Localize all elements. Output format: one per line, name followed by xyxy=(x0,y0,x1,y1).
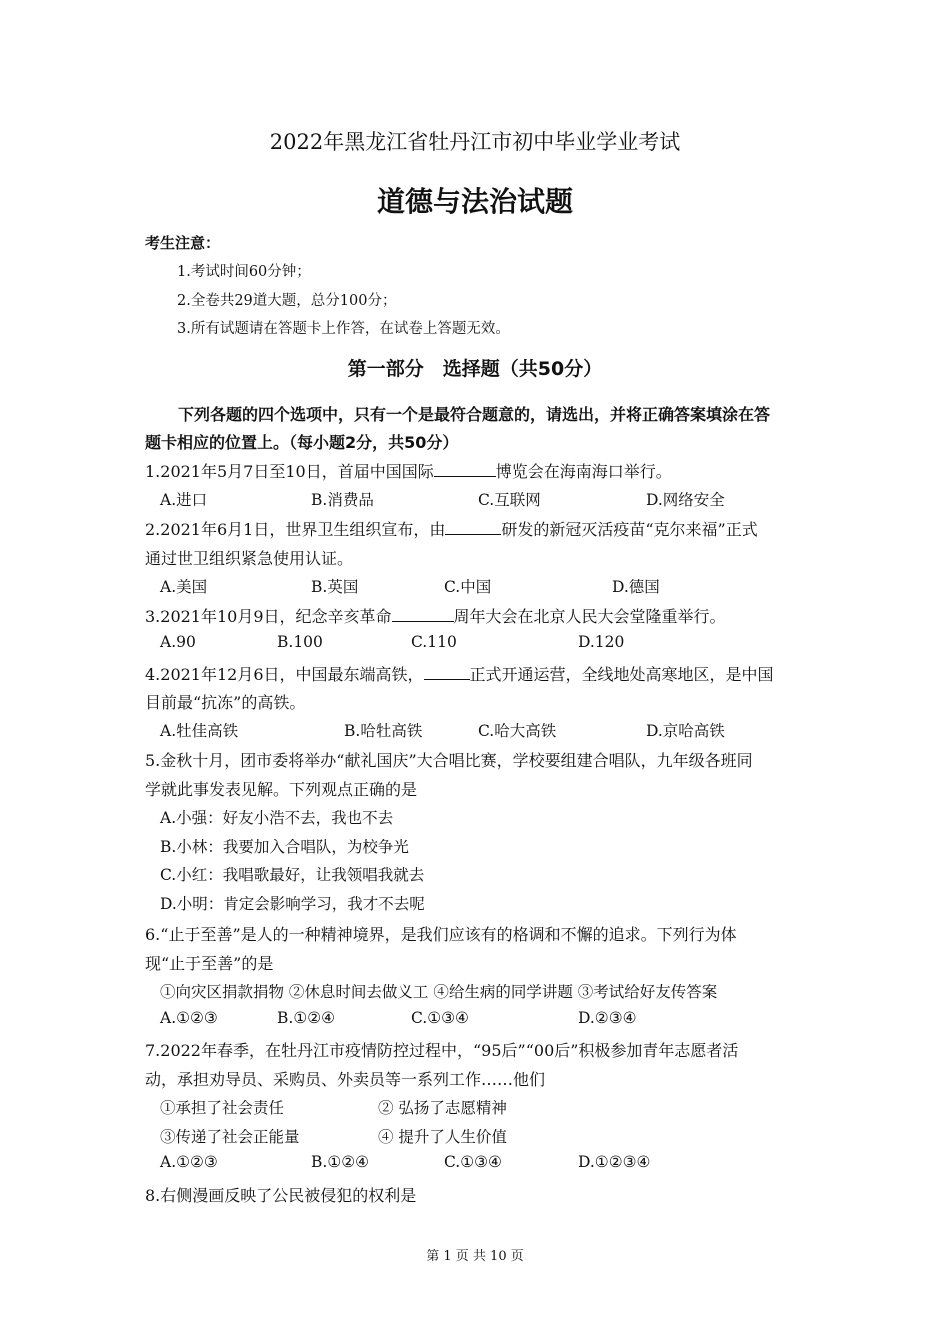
question-1-stem: 1.2021年5月7日至10日，首届中国国际 博览会在海南海口举行。 xyxy=(145,462,672,481)
option: A.牡佳高铁 xyxy=(160,722,239,740)
question-7-stem: 7.2022年春季，在牡丹江市疫情防控过程中，“95后”“00后”积极参加青年志愿者活 xyxy=(145,1041,739,1060)
section-instruction: 下列各题的四个选项中，只有一个是最符合题意的，请选出，并将正确答案填涂在答 xyxy=(178,405,771,424)
option: A.美国 xyxy=(160,578,208,596)
option: A.小强：好友小浩不去，我也不去 xyxy=(160,809,394,827)
notice-item: 2.全卷共29道大题，总分100分； xyxy=(177,293,397,309)
option: C.①③④ xyxy=(411,1009,469,1027)
option: C.①③④ xyxy=(444,1153,502,1171)
statement: ② 弘扬了志愿精神 xyxy=(378,1099,507,1117)
option: B.小林：我要加入合唱队，为校争光 xyxy=(160,838,409,856)
question-6-stem: 6.“止于至善”是人的一种精神境界，是我们应该有的格调和不懈的追求。下列行为体 xyxy=(145,925,737,944)
section-title: 第一部分 选择题（共50分） xyxy=(347,358,603,380)
answer-blank xyxy=(424,665,470,680)
option: B.①②④ xyxy=(311,1153,370,1171)
option: D.网络安全 xyxy=(646,491,725,509)
notice-item: 1.考试时间60分钟； xyxy=(177,264,311,280)
question-3-stem: 3.2021年10月9日，纪念辛亥革命 周年大会在北京人民大会堂隆重举行。 xyxy=(145,607,726,626)
option: D.德国 xyxy=(612,578,660,596)
option: B.100 xyxy=(277,633,323,651)
option: A.90 xyxy=(160,633,196,651)
question-8-stem: 8.右侧漫画反映了公民被侵犯的权利是 xyxy=(145,1186,417,1205)
option: B.哈牡高铁 xyxy=(344,722,423,740)
question-4-stem: 4.2021年12月6日，中国最东端高铁， 正式开通运营，全线地处高寒地区，是中国 xyxy=(145,665,774,684)
statement: ④ 提升了人生价值 xyxy=(378,1128,507,1146)
statement: ①承担了社会责任 xyxy=(160,1099,285,1117)
question-7-stem-line2: 动，承担劝导员、采购员、外卖员等一系列工作……他们 xyxy=(145,1070,546,1089)
subject-title: 道德与法治试题 xyxy=(376,185,573,218)
question-5-stem: 5.金秋十月，团市委将举办“献礼国庆”大合唱比赛，学校要组建合唱队，九年级各班同 xyxy=(145,751,753,770)
option: D.京哈高铁 xyxy=(646,722,725,740)
option: D.小明：肯定会影响学习，我才不去呢 xyxy=(160,895,425,913)
answer-blank xyxy=(434,462,496,477)
option: D.①②③④ xyxy=(578,1153,651,1171)
option: C.小红：我唱歌最好，让我领唱我就去 xyxy=(160,866,425,884)
question-2-stem: 2.2021年6月1日，世界卫生组织宣布，由 研发的新冠灭活疫苗“克尔来福”正式 xyxy=(145,520,758,539)
option: C.110 xyxy=(411,633,457,651)
option: D.120 xyxy=(578,633,625,651)
question-2-stem-line2: 通过世卫组织紧急使用认证。 xyxy=(145,549,354,568)
question-6-statements: ①向灾区捐款捐物 ②休息时间去做义工 ④给生病的同学讲题 ③考试给好友传答案 xyxy=(160,983,718,1001)
option: B.英国 xyxy=(311,578,359,596)
statement: ③传递了社会正能量 xyxy=(160,1128,300,1146)
option: C.互联网 xyxy=(478,491,541,509)
page-number: 第 1 页 共 10 页 xyxy=(426,1249,524,1264)
answer-blank xyxy=(445,520,501,535)
option: D.②③④ xyxy=(578,1009,637,1027)
answer-blank xyxy=(392,607,454,622)
question-4-stem-line2: 目前最“抗冻”的高铁。 xyxy=(145,693,306,712)
notice-heading: 考生注意： xyxy=(145,234,221,252)
option: B.消费品 xyxy=(311,491,374,509)
option: B.①②④ xyxy=(277,1009,336,1027)
option: C.中国 xyxy=(444,578,492,596)
exam-title: 2022年黑龙江省牡丹江市初中毕业学业考试 xyxy=(269,130,681,154)
option: C.哈大高铁 xyxy=(478,722,557,740)
question-6-stem-line2: 现“止于至善”的是 xyxy=(145,954,274,973)
notice-item: 3.所有试题请在答题卡上作答，在试卷上答题无效。 xyxy=(177,321,510,337)
section-instruction: 题卡相应的位置上。（每小题2分，共50分） xyxy=(145,433,459,452)
question-5-stem-line2: 学就此事发表见解。下列观点正确的是 xyxy=(145,780,418,799)
option: A.①②③ xyxy=(160,1153,218,1171)
option: A.①②③ xyxy=(160,1009,218,1027)
option: A.进口 xyxy=(160,491,208,509)
